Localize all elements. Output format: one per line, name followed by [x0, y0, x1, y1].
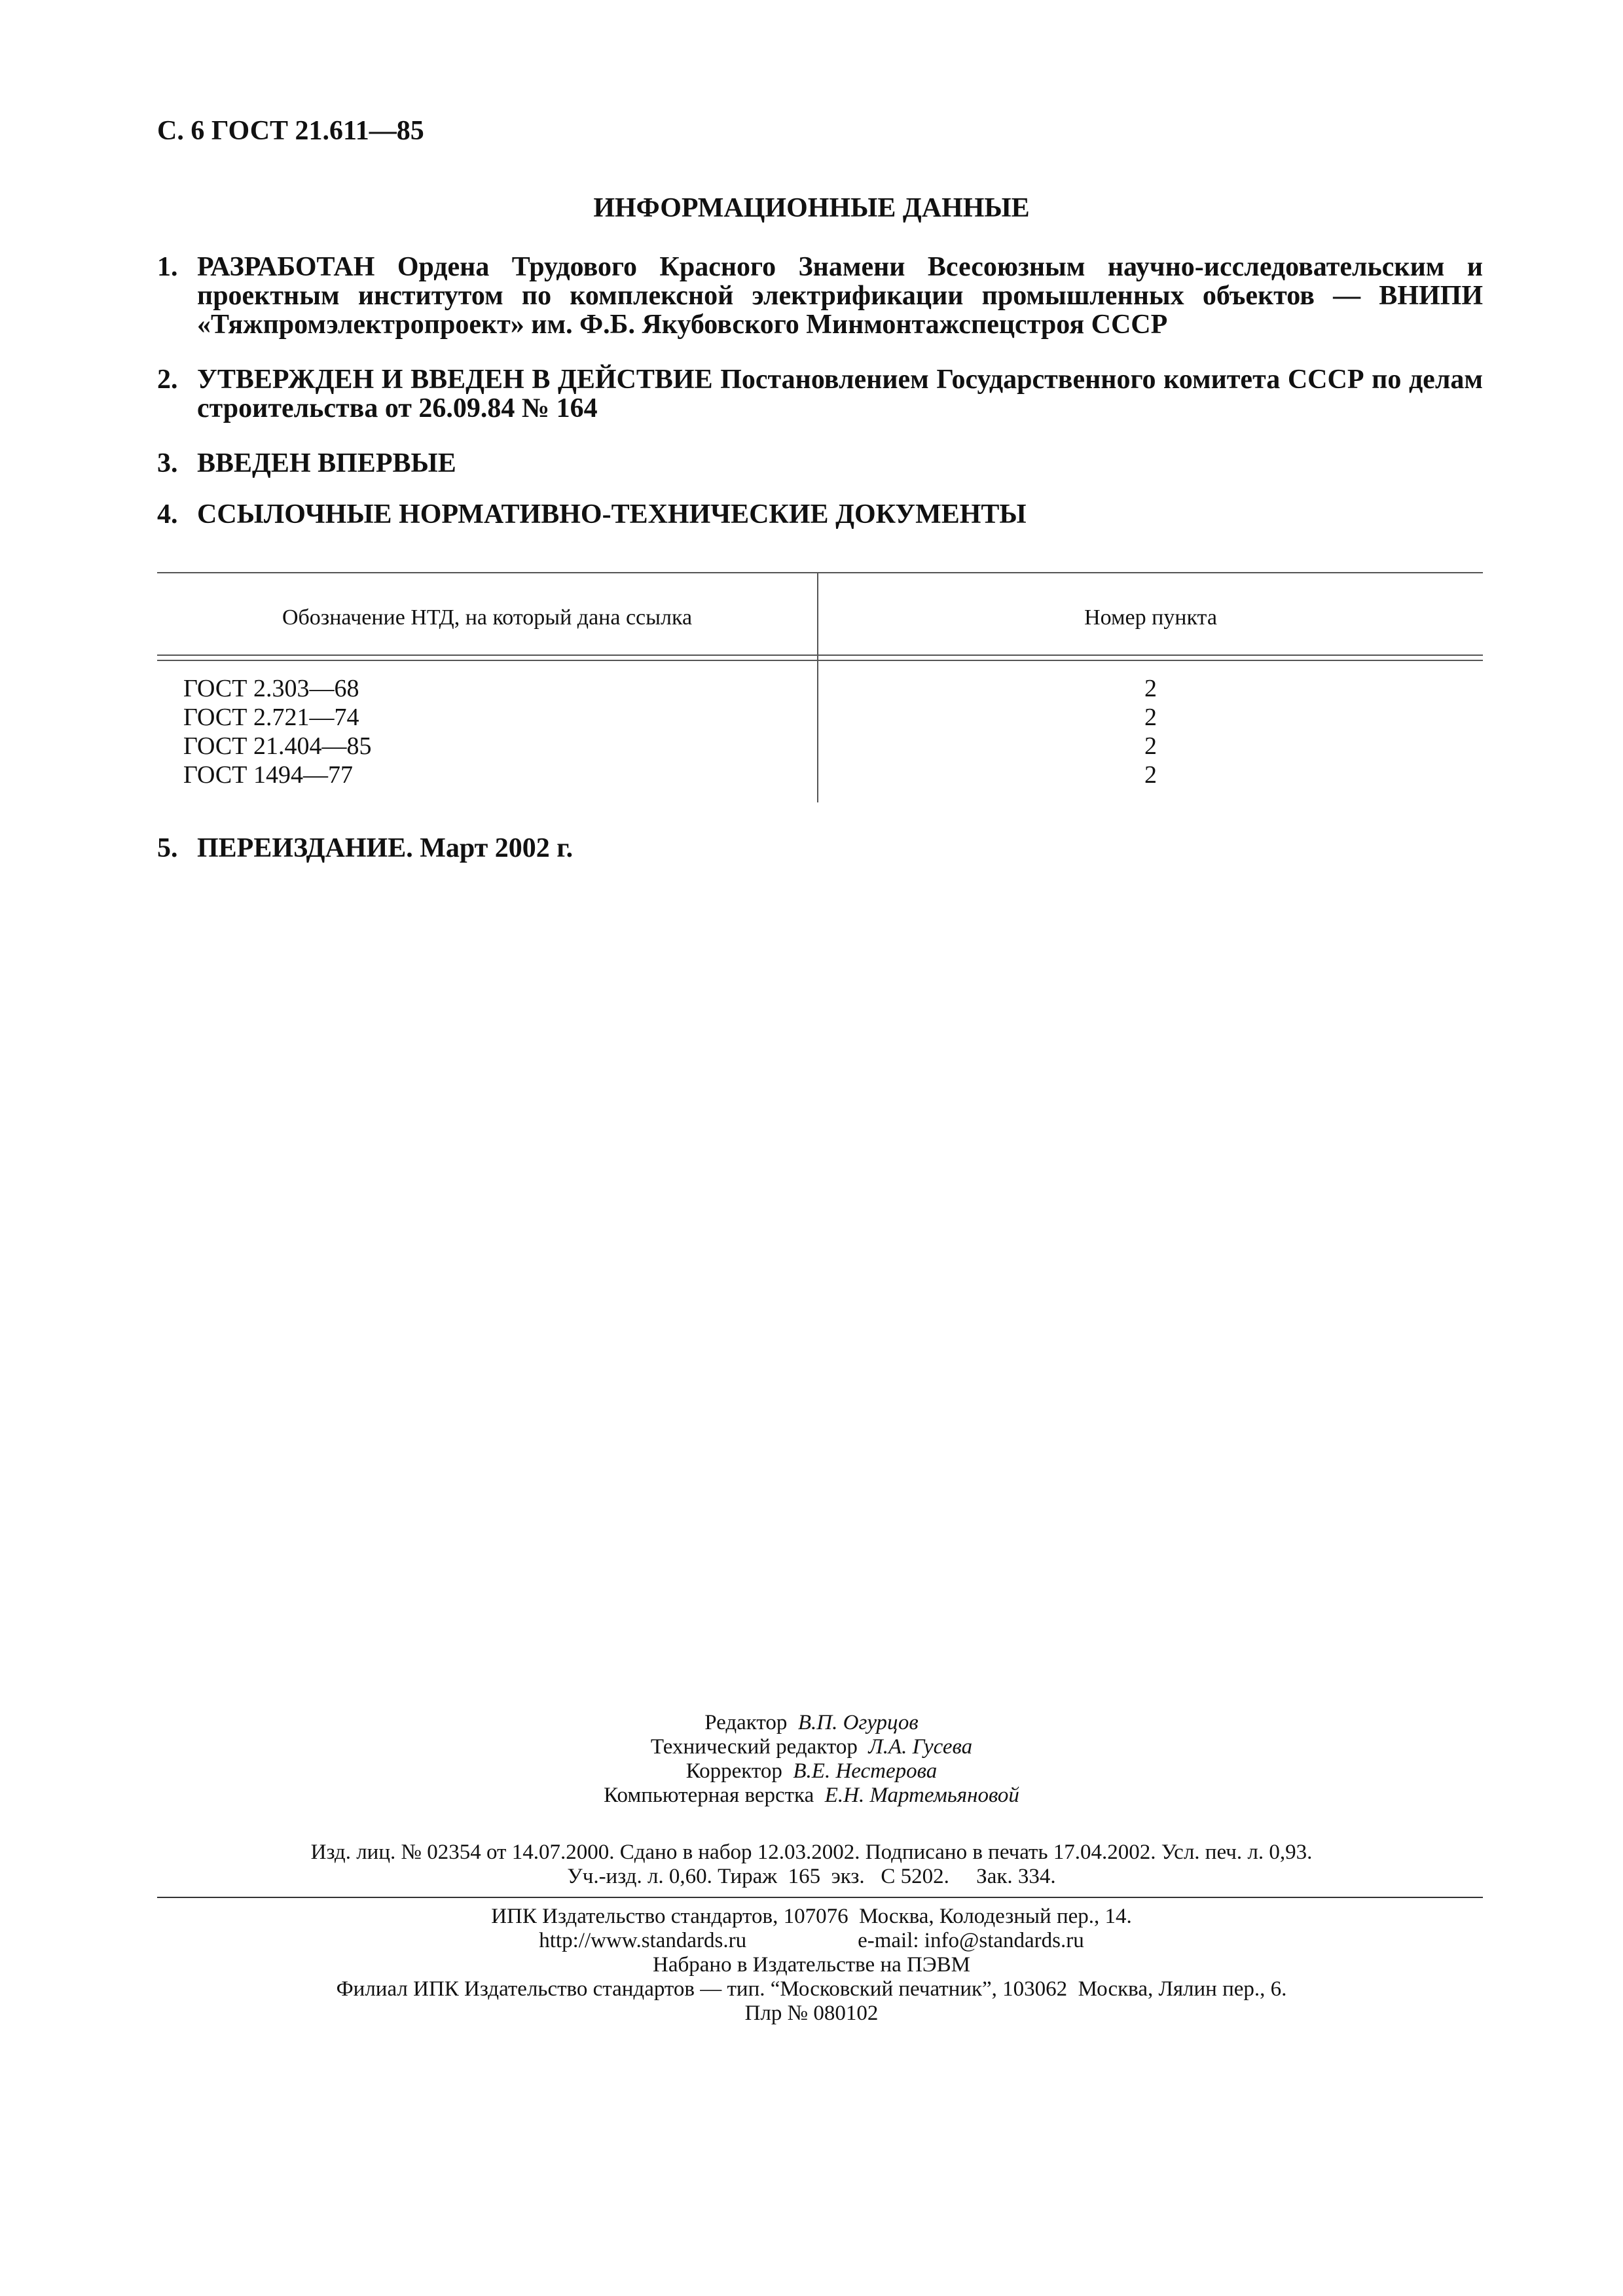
info-item-3	[157, 449, 1483, 478]
table-cell-clause: 2	[1144, 761, 1157, 789]
item-text: ПЕРЕИЗДАНИЕ. Март 2002 г.	[197, 833, 574, 863]
publisher-email: e-mail: info@standards.ru	[858, 1929, 1084, 1952]
item-text: ССЫЛОЧНЫЕ НОРМАТИВНО-ТЕХНИЧЕСКИЕ ДОКУМЕНТЫ	[197, 499, 1027, 529]
table-cell-clause: 2	[1144, 732, 1157, 760]
item-number: 1.	[157, 252, 178, 282]
credit-name: В.Е. Нестерова	[793, 1759, 938, 1783]
credit-role: Корректор	[685, 1759, 782, 1783]
print-info-line-2: Уч.-изд. л. 0,60. Тираж 165 экз. С 5202. Зак. 334.	[567, 1865, 1056, 1888]
credit-role: Компьютерная верстка	[604, 1784, 814, 1807]
item-number: 5.	[157, 833, 178, 863]
imprint-divider	[157, 1897, 1483, 1898]
credit-role: Редактор	[704, 1711, 788, 1734]
publisher-contacts	[0, 1929, 1623, 1953]
publisher-license: Плр № 080102	[744, 2001, 879, 2025]
table-cell-clause: 2	[1144, 675, 1157, 702]
credit-layout	[0, 1784, 1623, 1808]
print-info-line-1: Изд. лиц. № 02354 от 14.07.2000. Сдано в набор 12.03.2002. Подписано в печать 17.04.2002. Усл. печ. л. 0,93.	[310, 1840, 1313, 1864]
credit-role: Технический редактор	[650, 1735, 858, 1759]
table-cell-clause: 2	[1144, 704, 1157, 731]
table-cell-doc: ГОСТ 21.404—85	[183, 732, 372, 760]
table-header-clause: Номер пункта	[1084, 605, 1217, 630]
table-top-rule	[157, 572, 1483, 573]
item-text: РАЗРАБОТАН Ордена Трудового Красного Знамени Всесоюзным научно-исследовательским и проектным институтом по комплексной электрификации промышленных объектов — ВНИПИ «Тяжпромэлектропроект» им. Ф.Б. Якубовского Минмонтажспецстроя СССР	[197, 252, 1483, 340]
table-header-designation: Обозначение НТД, на который дана ссылка	[282, 605, 693, 630]
page-header: С. 6 ГОСТ 21.611—85	[157, 116, 424, 146]
credit-name: Л.А. Гусева	[868, 1735, 973, 1759]
publisher-typeset-note: Набрано в Издательстве на ПЭВМ	[653, 1953, 970, 1977]
info-item-4	[157, 500, 1483, 529]
item-text: ВВЕДЕН ВПЕРВЫЕ	[197, 448, 456, 478]
credit-tech-editor	[0, 1735, 1623, 1759]
table-cell-doc: ГОСТ 2.721—74	[183, 704, 359, 731]
table-header-rule	[157, 655, 1483, 656]
item-number: 3.	[157, 448, 178, 478]
table-cell-doc: ГОСТ 2.303—68	[183, 675, 359, 702]
item-number: 2.	[157, 365, 178, 395]
credit-editor	[0, 1711, 1623, 1735]
section-title: ИНФОРМАЦИОННЫЕ ДАННЫЕ	[593, 193, 1030, 223]
publisher-website: http://www.standards.ru	[539, 1929, 747, 1952]
credit-name: В.П. Огурцов	[797, 1711, 919, 1734]
credit-name: Е.Н. Мартемьяновой	[824, 1784, 1019, 1807]
item-text: УТВЕРЖДЕН И ВВЕДЕН В ДЕЙСТВИЕ Постановлением Государственного комитета СССР по делам строительства от 26.09.84 № 164	[197, 365, 1483, 423]
info-item-2	[157, 365, 1483, 423]
publisher-address: ИПК Издательство стандартов, 107076 Москва, Колодезный пер., 14.	[491, 1905, 1132, 1928]
publisher-branch: Филиал ИПК Издательство стандартов — тип. “Московский печатник”, 103062 Москва, Лялин пер., 6.	[336, 1977, 1287, 2001]
info-item-5	[157, 834, 1483, 863]
table-header-rule-double	[157, 660, 1483, 661]
credit-corrector	[0, 1759, 1623, 1784]
info-item-1	[157, 253, 1483, 339]
item-number: 4.	[157, 499, 178, 529]
table-cell-doc: ГОСТ 1494—77	[183, 761, 353, 789]
